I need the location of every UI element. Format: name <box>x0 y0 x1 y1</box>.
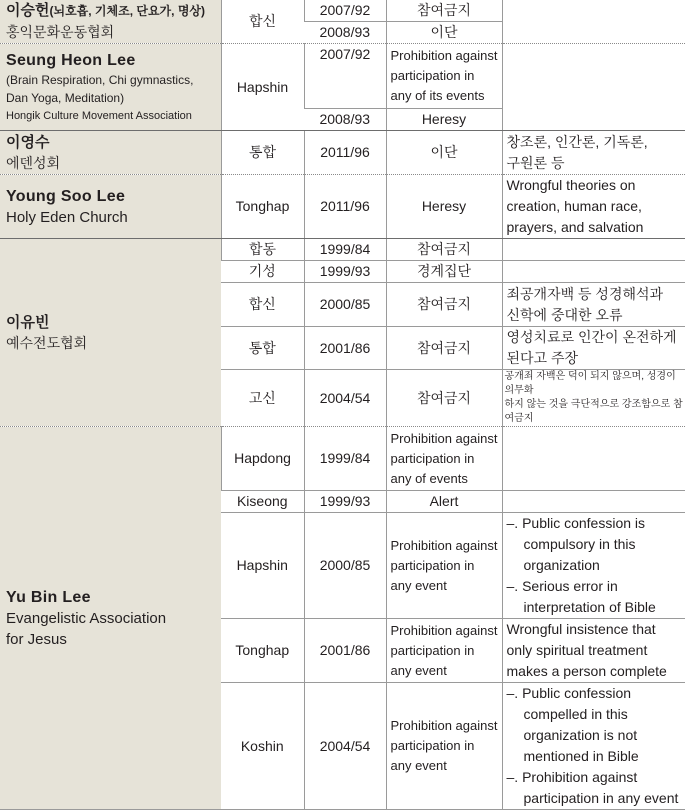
decision-line: Prohibition against <box>390 622 498 638</box>
decision-line: participation in <box>390 557 475 573</box>
organization-ko: 에덴성회 <box>6 154 61 171</box>
person-cell <box>0 0 221 44</box>
note-cell <box>502 0 685 44</box>
decision-cell: 경계집단 <box>386 261 502 283</box>
year-cell: 2004/54 <box>304 370 386 427</box>
table-row <box>0 44 685 109</box>
decision-line: Prohibition against <box>390 537 498 553</box>
note-line: mentioned in Bible <box>523 748 639 764</box>
decision-line: participation in <box>390 642 475 658</box>
note-line: –. Prohibition against <box>506 769 638 785</box>
denomination-cell: Tonghap <box>221 619 304 683</box>
note-line: 영성치료로 인간이 온전하게 <box>506 329 677 345</box>
decision-line: Prohibition against <box>390 430 498 446</box>
decision-cell: Alert <box>386 491 502 513</box>
decision-cell <box>386 513 502 619</box>
person-name-en: Yu Bin Lee <box>6 588 91 606</box>
decision-cell: 참여금지 <box>386 239 502 261</box>
person-name-en: Seung Heon Lee <box>6 51 136 69</box>
organization-ko: 홍익문화운동협회 <box>6 24 115 40</box>
table-row <box>0 131 685 175</box>
note-line: 창조론, 인간론, 기독론, <box>506 133 648 150</box>
year-cell: 1999/93 <box>304 261 386 283</box>
note-line: –. Serious error in <box>506 578 618 594</box>
decision-cell: 참여금지 <box>386 283 502 327</box>
person-cell <box>0 175 221 239</box>
denomination-cell: Koshin <box>221 683 304 810</box>
decision-line: Prohibition against <box>390 48 498 63</box>
denomination-cell: 합신 <box>221 0 304 44</box>
decision-cell: 참여금지 <box>386 327 502 370</box>
decision-cell <box>386 683 502 810</box>
note-line: 신학에 중대한 오류 <box>506 306 623 323</box>
table-row <box>0 175 685 239</box>
note-line: participation in any event <box>523 790 679 806</box>
year-cell: 2007/92 <box>304 44 386 109</box>
note-cell <box>502 239 685 261</box>
organization-en: Holy Eden Church <box>6 208 128 226</box>
person-name-ko: 이유빈 <box>6 313 50 331</box>
denomination-cell: 통합 <box>221 327 304 370</box>
note-cell <box>502 44 685 131</box>
year-cell: 2001/86 <box>304 619 386 683</box>
year-cell: 2008/93 <box>304 109 386 131</box>
note-line: prayers, and salvation <box>506 219 644 235</box>
person-desc-ko: (뇌호흡, 기체조, 단요가, 명상) <box>49 4 205 18</box>
denomination-cell: Tonghap <box>221 175 304 239</box>
year-cell: 2007/92 <box>304 0 386 22</box>
denomination-cell: Hapshin <box>221 44 304 131</box>
decision-cell <box>386 619 502 683</box>
decision-cell <box>386 427 502 491</box>
year-cell: 1999/84 <box>304 427 386 491</box>
denomination-cell: 고신 <box>221 370 304 427</box>
note-cell <box>502 327 685 370</box>
note-line: 구원론 등 <box>506 154 565 171</box>
year-cell: 2011/96 <box>304 175 386 239</box>
decision-cell: 참여금지 <box>386 0 502 22</box>
note-line: 공개죄 자백은 덕이 되지 않으며, 성경이 의무화 <box>504 371 676 396</box>
note-cell <box>502 131 685 175</box>
note-cell <box>502 261 685 283</box>
note-line: compelled in this <box>523 706 628 722</box>
note-line: Wrongful insistence that <box>506 621 656 637</box>
denomination-cell: 합신 <box>221 283 304 327</box>
note-cell <box>502 370 685 427</box>
table-row <box>0 239 685 261</box>
decision-cell: 참여금지 <box>386 370 502 427</box>
year-cell: 2001/86 <box>304 327 386 370</box>
decision-line: participation in <box>390 450 475 466</box>
person-cell <box>0 239 221 427</box>
note-line: –. Public confession <box>506 685 632 701</box>
note-cell <box>502 283 685 327</box>
note-line: creation, human race, <box>506 198 642 214</box>
note-line: 된다고 주장 <box>506 350 579 366</box>
organization-en-line: Evangelistic Association <box>6 609 167 627</box>
decision-line: any event <box>390 758 447 773</box>
note-cell <box>502 619 685 683</box>
note-cell <box>502 427 685 491</box>
organization-ko: 예수전도협회 <box>6 334 88 351</box>
year-cell: 1999/84 <box>304 239 386 261</box>
denomination-cell: 기성 <box>221 261 304 283</box>
person-name-en: Young Soo Lee <box>6 187 126 205</box>
organization-en: Hongik Culture Movement Association <box>6 109 192 122</box>
note-line: makes a person complete <box>506 663 667 679</box>
note-line: interpretation of Bible <box>523 599 656 615</box>
year-cell: 2008/93 <box>304 22 386 44</box>
note-cell <box>502 513 685 619</box>
decision-cell: Heresy <box>386 109 502 131</box>
note-line: organization is not <box>523 727 638 743</box>
year-cell: 2000/85 <box>304 513 386 619</box>
person-name-ko: 이영수 <box>6 133 50 151</box>
decision-line: any of its events <box>390 88 485 103</box>
note-line: 하지 않는 것을 극단적으로 강조함으로 참여금지 <box>504 399 683 424</box>
note-cell <box>502 491 685 513</box>
person-cell <box>0 44 221 131</box>
person-cell <box>0 427 221 810</box>
decision-line: any event <box>390 662 447 678</box>
table-row <box>0 427 685 491</box>
denomination-cell: Hapdong <box>221 427 304 491</box>
note-line: 죄공개자백 등 성경해석과 <box>506 285 664 302</box>
decision-cell <box>386 44 502 109</box>
decision-cell: Heresy <box>386 175 502 239</box>
decision-line: any of events <box>390 470 468 486</box>
note-line: –. Public confession is <box>506 515 646 531</box>
denomination-cell: 통합 <box>221 131 304 175</box>
decision-cell: 이단 <box>386 22 502 44</box>
year-cell: 2011/96 <box>304 131 386 175</box>
note-line: Wrongful theories on <box>506 177 636 193</box>
decision-line: participation in <box>390 68 475 83</box>
person-cell <box>0 131 221 175</box>
decision-line: Prohibition against <box>390 718 498 733</box>
person-desc-line: Dan Yoga, Meditation) <box>6 90 125 105</box>
note-line: compulsory in this <box>523 536 636 552</box>
note-line: organization <box>523 557 600 573</box>
decision-line: any event <box>390 577 447 593</box>
table-row <box>0 0 685 22</box>
note-line: only spiritual treatment <box>506 642 648 658</box>
person-desc-line: (Brain Respiration, Chi gymnastics, <box>6 72 194 87</box>
organization-en-line: for Jesus <box>6 630 67 648</box>
note-cell <box>502 683 685 810</box>
year-cell: 1999/93 <box>304 491 386 513</box>
note-cell <box>502 175 685 239</box>
denomination-cell: 합동 <box>221 239 304 261</box>
decision-cell: 이단 <box>386 131 502 175</box>
denomination-cell: Hapshin <box>221 513 304 619</box>
decision-line: participation in <box>390 738 475 753</box>
denomination-cell: Kiseong <box>221 491 304 513</box>
year-cell: 2000/85 <box>304 283 386 327</box>
person-name-ko: 이승헌 <box>6 2 50 19</box>
year-cell: 2004/54 <box>304 683 386 810</box>
